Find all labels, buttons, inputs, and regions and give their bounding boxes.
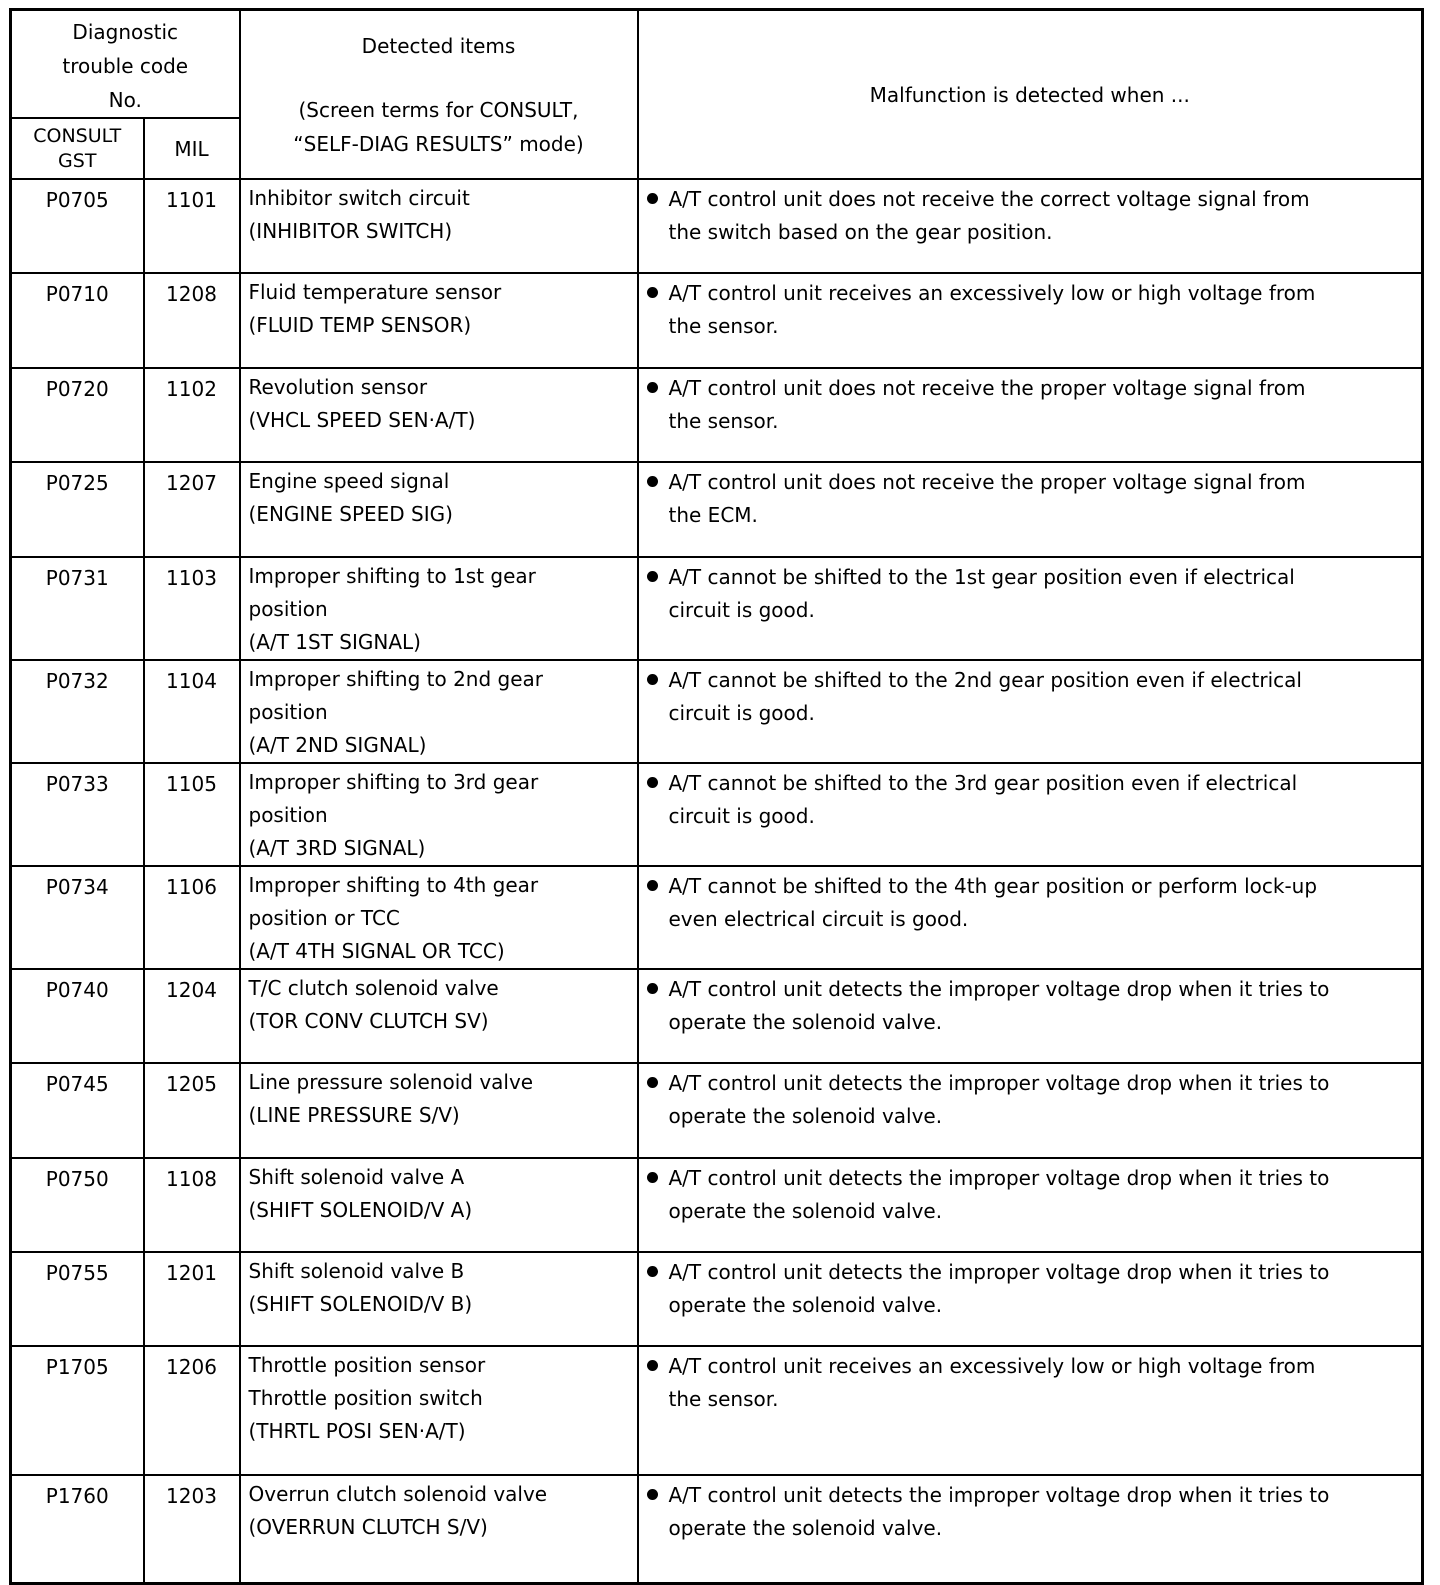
consult-gst-code: P0731 xyxy=(11,557,144,660)
consult-gst-code: P1760 xyxy=(11,1475,144,1583)
malfunction-text xyxy=(648,277,1414,343)
malfunction-line: the sensor. xyxy=(668,314,779,338)
detected-item-line: (FLUID TEMP SENSOR) xyxy=(248,313,472,337)
malfunction-text xyxy=(648,561,1414,627)
malfunction-line: circuit is good. xyxy=(668,804,815,828)
bullet-icon xyxy=(647,382,658,393)
detected-item xyxy=(240,1158,638,1252)
malfunction-condition xyxy=(638,557,1423,660)
detected-item xyxy=(240,1063,638,1158)
detected-item-line: position xyxy=(248,700,328,724)
table-row xyxy=(11,1346,1423,1475)
detected-item-line: Fluid temperature sensor xyxy=(248,280,502,304)
detected-item-line: (A/T 4TH SIGNAL OR TCC) xyxy=(248,939,505,963)
table-row xyxy=(11,660,1423,763)
detected-item-line: Line pressure solenoid valve xyxy=(248,1070,534,1094)
header-dtc-line3: No. xyxy=(108,88,142,112)
consult-gst-code: P0710 xyxy=(11,273,144,368)
mil-code: 1104 xyxy=(144,660,240,763)
header-dtc-line2: trouble code xyxy=(62,54,189,78)
detected-item xyxy=(240,969,638,1063)
detected-item-line: (A/T 2ND SIGNAL) xyxy=(248,733,427,757)
consult-gst-code: P0733 xyxy=(11,763,144,866)
malfunction-line: A/T cannot be shifted to the 2nd gear position even if electrical xyxy=(668,668,1302,692)
detected-item-line: (INHIBITOR SWITCH) xyxy=(248,219,453,243)
consult-gst-code: P0740 xyxy=(11,969,144,1063)
malfunction-line: circuit is good. xyxy=(668,598,815,622)
table-body xyxy=(11,179,1423,1583)
bullet-icon xyxy=(647,193,658,204)
header-malfunction xyxy=(638,10,1423,180)
malfunction-line: A/T control unit does not receive the correct voltage signal from xyxy=(668,187,1310,211)
detected-item-line: Revolution sensor xyxy=(248,375,428,399)
header-consult-line1: CONSULT xyxy=(33,124,122,147)
detected-item-line: (VHCL SPEED SEN·A/T) xyxy=(248,408,476,432)
malfunction-text xyxy=(648,1256,1414,1322)
malfunction-text xyxy=(648,1350,1414,1416)
header-dtc xyxy=(11,10,240,119)
malfunction-condition xyxy=(638,1346,1423,1475)
table-row xyxy=(11,969,1423,1063)
table-row xyxy=(11,179,1423,273)
detected-item xyxy=(240,273,638,368)
malfunction-text xyxy=(648,767,1414,833)
detected-item xyxy=(240,866,638,969)
bullet-icon xyxy=(647,777,658,788)
header-detected-line3: “SELF-DIAG RESULTS” mode) xyxy=(293,131,584,156)
malfunction-condition xyxy=(638,368,1423,462)
malfunction-line: operate the solenoid valve. xyxy=(668,1010,943,1034)
malfunction-condition xyxy=(638,1158,1423,1252)
malfunction-condition xyxy=(638,1063,1423,1158)
detected-item xyxy=(240,763,638,866)
malfunction-text xyxy=(648,973,1414,1039)
detected-item xyxy=(240,1475,638,1583)
malfunction-line: A/T control unit receives an excessively low or high voltage from xyxy=(668,1354,1316,1378)
table-row xyxy=(11,1252,1423,1346)
detected-item-line: Improper shifting to 1st gear xyxy=(248,564,536,588)
header-mil: MIL xyxy=(144,118,240,179)
mil-code: 1205 xyxy=(144,1063,240,1158)
mil-code: 1206 xyxy=(144,1346,240,1475)
detected-item-line: (ENGINE SPEED SIG) xyxy=(248,502,453,526)
detected-item-line: Improper shifting to 3rd gear xyxy=(248,770,539,794)
table-row xyxy=(11,1158,1423,1252)
detected-item-line: position xyxy=(248,803,328,827)
malfunction-condition xyxy=(638,866,1423,969)
detected-item xyxy=(240,368,638,462)
detected-item-line: Improper shifting to 4th gear xyxy=(248,873,539,897)
malfunction-condition xyxy=(638,763,1423,866)
malfunction-line: A/T cannot be shifted to the 4th gear position or perform lock-up xyxy=(668,874,1318,898)
detected-item xyxy=(240,1252,638,1346)
bullet-icon xyxy=(647,1172,658,1183)
malfunction-line: A/T control unit receives an excessively low or high voltage from xyxy=(668,281,1316,305)
consult-gst-code: P0705 xyxy=(11,179,144,273)
detected-item-line: Throttle position switch xyxy=(248,1386,483,1410)
malfunction-line: operate the solenoid valve. xyxy=(668,1199,943,1223)
malfunction-line: the sensor. xyxy=(668,1387,779,1411)
consult-gst-code: P1705 xyxy=(11,1346,144,1475)
mil-code: 1106 xyxy=(144,866,240,969)
detected-item-line: position or TCC xyxy=(248,906,400,930)
malfunction-text xyxy=(648,664,1414,730)
detected-item xyxy=(240,557,638,660)
consult-gst-code: P0725 xyxy=(11,462,144,557)
detected-item xyxy=(240,462,638,557)
table-row xyxy=(11,763,1423,866)
malfunction-line: the sensor. xyxy=(668,409,779,433)
detected-item-line: (A/T 1ST SIGNAL) xyxy=(248,630,421,654)
consult-gst-code: P0750 xyxy=(11,1158,144,1252)
bullet-icon xyxy=(647,674,658,685)
detected-item-line: T/C clutch solenoid valve xyxy=(248,976,499,1000)
detected-item-line: Improper shifting to 2nd gear xyxy=(248,667,544,691)
mil-code: 1103 xyxy=(144,557,240,660)
table-row xyxy=(11,273,1423,368)
detected-item-line: (SHIFT SOLENOID/V B) xyxy=(248,1292,473,1316)
mil-code: 1105 xyxy=(144,763,240,866)
detected-item-line: Throttle position sensor xyxy=(248,1353,486,1377)
detected-item-line: (OVERRUN CLUTCH S/V) xyxy=(248,1515,488,1539)
header-dtc-line1: Diagnostic xyxy=(72,20,179,44)
malfunction-condition xyxy=(638,1475,1423,1583)
header-detected-line1: Detected items xyxy=(361,33,516,58)
bullet-icon xyxy=(647,983,658,994)
malfunction-line: A/T cannot be shifted to the 3rd gear position even if electrical xyxy=(668,771,1298,795)
malfunction-condition xyxy=(638,969,1423,1063)
detected-item-line: (SHIFT SOLENOID/V A) xyxy=(248,1198,473,1222)
detected-item-line: Inhibitor switch circuit xyxy=(248,186,470,210)
malfunction-line: A/T control unit does not receive the proper voltage signal from xyxy=(668,470,1306,494)
bullet-icon xyxy=(647,571,658,582)
mil-code: 1208 xyxy=(144,273,240,368)
malfunction-text xyxy=(648,1162,1414,1228)
diagnostic-trouble-code-table xyxy=(9,8,1424,1585)
mil-code: 1101 xyxy=(144,179,240,273)
table-row xyxy=(11,462,1423,557)
mil-code: 1108 xyxy=(144,1158,240,1252)
malfunction-line: A/T control unit detects the improper voltage drop when it tries to xyxy=(668,1483,1330,1507)
mil-code: 1203 xyxy=(144,1475,240,1583)
header-detected-items xyxy=(240,10,638,180)
malfunction-line: A/T cannot be shifted to the 1st gear position even if electrical xyxy=(668,565,1295,589)
mil-code: 1204 xyxy=(144,969,240,1063)
malfunction-condition xyxy=(638,660,1423,763)
malfunction-text xyxy=(648,1479,1414,1545)
malfunction-condition xyxy=(638,179,1423,273)
bullet-icon xyxy=(647,1266,658,1277)
table-row xyxy=(11,368,1423,462)
malfunction-text xyxy=(648,183,1414,249)
malfunction-line: circuit is good. xyxy=(668,701,815,725)
malfunction-line: A/T control unit does not receive the proper voltage signal from xyxy=(668,376,1306,400)
bullet-icon xyxy=(647,1077,658,1088)
consult-gst-code: P0732 xyxy=(11,660,144,763)
detected-item-line: Overrun clutch solenoid valve xyxy=(248,1482,548,1506)
header-consult-line2: GST xyxy=(58,149,97,172)
bullet-icon xyxy=(647,880,658,891)
detected-item-line: (TOR CONV CLUTCH SV) xyxy=(248,1009,489,1033)
table-row xyxy=(11,1475,1423,1583)
malfunction-line: A/T control unit detects the improper voltage drop when it tries to xyxy=(668,1166,1330,1190)
bullet-icon xyxy=(647,287,658,298)
table-row xyxy=(11,866,1423,969)
malfunction-condition xyxy=(638,1252,1423,1346)
mil-code: 1201 xyxy=(144,1252,240,1346)
malfunction-line: operate the solenoid valve. xyxy=(668,1516,943,1540)
detected-item xyxy=(240,179,638,273)
malfunction-text xyxy=(648,870,1414,936)
malfunction-text xyxy=(648,1067,1414,1133)
malfunction-line: even electrical circuit is good. xyxy=(668,907,969,931)
detected-item-line: (LINE PRESSURE S/V) xyxy=(248,1103,460,1127)
bullet-icon xyxy=(647,476,658,487)
detected-item-line: Shift solenoid valve B xyxy=(248,1259,465,1283)
malfunction-condition xyxy=(638,273,1423,368)
detected-item-line: position xyxy=(248,597,328,621)
malfunction-text xyxy=(648,372,1414,438)
consult-gst-code: P0720 xyxy=(11,368,144,462)
malfunction-line: the ECM. xyxy=(668,503,758,527)
header-malfunction-text: Malfunction is detected when ... xyxy=(869,82,1190,107)
table-row xyxy=(11,1063,1423,1158)
malfunction-line: A/T control unit detects the improper voltage drop when it tries to xyxy=(668,1071,1330,1095)
detected-item xyxy=(240,1346,638,1475)
malfunction-condition xyxy=(638,462,1423,557)
table-row xyxy=(11,557,1423,660)
bullet-icon xyxy=(647,1360,658,1371)
consult-gst-code: P0734 xyxy=(11,866,144,969)
detected-item xyxy=(240,660,638,763)
detected-item-line: (THRTL POSI SEN·A/T) xyxy=(248,1419,466,1443)
mil-code: 1102 xyxy=(144,368,240,462)
consult-gst-code: P0755 xyxy=(11,1252,144,1346)
detected-item-line: Engine speed signal xyxy=(248,469,450,493)
malfunction-line: A/T control unit detects the improper voltage drop when it tries to xyxy=(668,1260,1330,1284)
malfunction-line: operate the solenoid valve. xyxy=(668,1104,943,1128)
malfunction-text xyxy=(648,466,1414,532)
bullet-icon xyxy=(647,1489,658,1500)
header-detected-line2: (Screen terms for CONSULT, xyxy=(298,97,579,122)
malfunction-line: operate the solenoid valve. xyxy=(668,1293,943,1317)
detected-item-line: (A/T 3RD SIGNAL) xyxy=(248,836,426,860)
malfunction-line: A/T control unit detects the improper voltage drop when it tries to xyxy=(668,977,1330,1001)
detected-item-line: Shift solenoid valve A xyxy=(248,1165,465,1189)
mil-code: 1207 xyxy=(144,462,240,557)
header-consult-gst xyxy=(11,118,144,179)
malfunction-line: the switch based on the gear position. xyxy=(668,220,1053,244)
consult-gst-code: P0745 xyxy=(11,1063,144,1158)
